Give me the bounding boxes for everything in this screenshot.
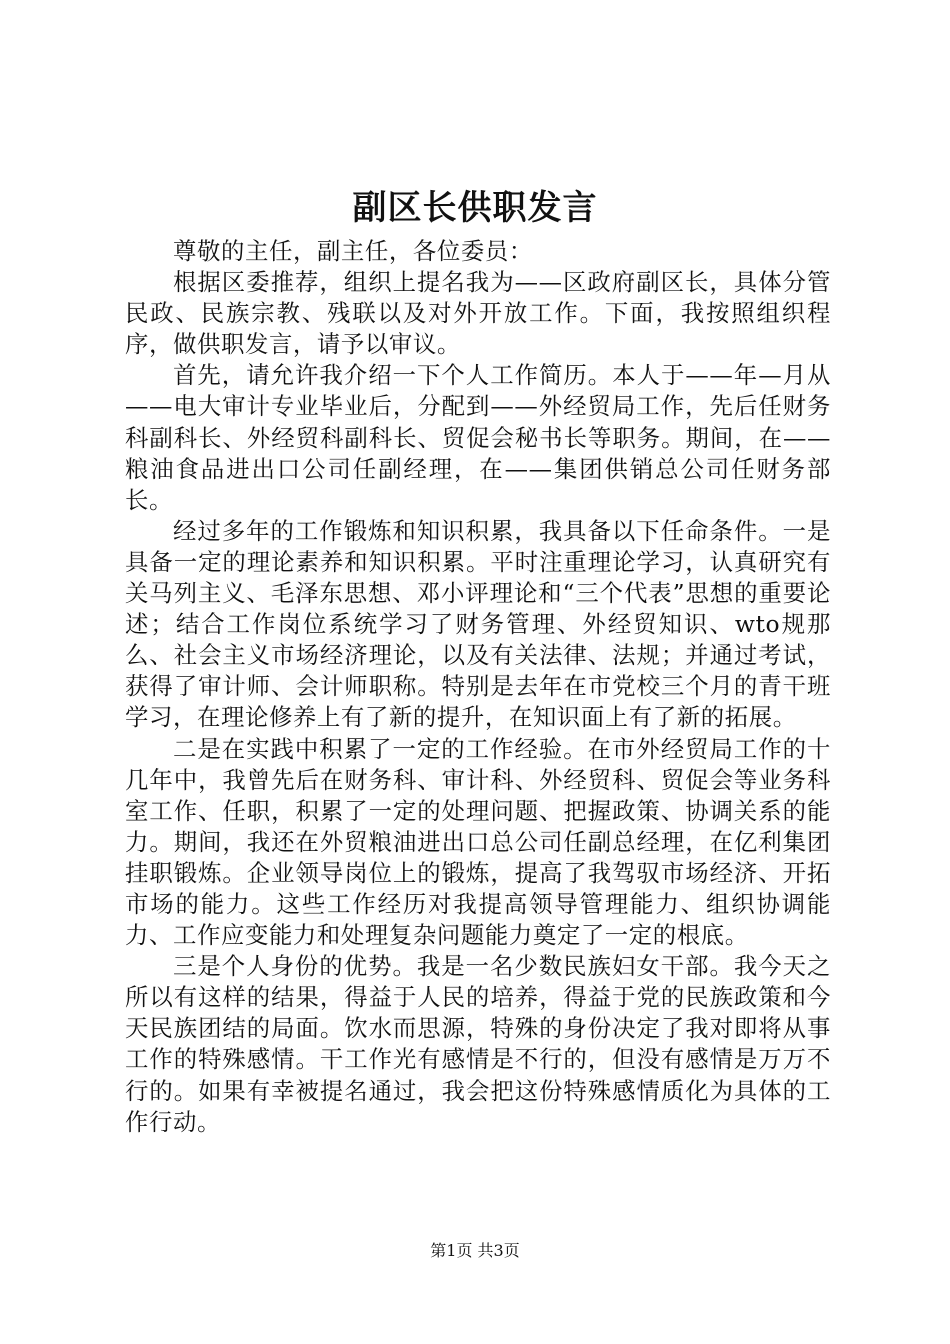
body-paragraph: 经过多年的工作锻炼和知识积累，我具备以下任命条件。一是具备一定的理论素养和知识积累。平时注重理论学习，认真研究有关马列主义、毛泽东思想、邓小评理论和“三个代表”思想的重要论述；结合工作岗位系统学习了财务管理、外经贸知识、wto规那么、社会主义市场经济理论，以及有关法律、法规；并通过考试，获得了审计师、会计师职称。特别是去年在市党校三个月的青干班学习，在理论修养上有了新的提升，在知识面上有了新的拓展。 [125, 516, 831, 732]
salutation-paragraph: 尊敬的主任，副主任，各位委员： [173, 237, 533, 265]
body-paragraph: 根据区委推荐，组织上提名我为——区政府副区长，具体分管民政、民族宗教、残联以及对外开放工作。下面，我按照组织程序，做供职发言，请予以审议。 [125, 268, 831, 359]
document-title: 副区长供职发言 [352, 188, 598, 228]
body-paragraph: 二是在实践中积累了一定的工作经验。在市外经贸局工作的十几年中，我曾先后在财务科、审计科、外经贸科、贸促会等业务科室工作、任职，积累了一定的处理问题、把握政策、协调关系的能力。期间，我还在外贸粮油进出口总公司任副总经理，在亿利集团挂职锻炼。企业领导岗位上的锻炼，提高了我驾驭市场经济、开拓市场的能力。这些工作经历对我提高领导管理能力、组织协调能力、工作应变能力和处理复杂问题能力奠定了一定的根底。 [125, 734, 831, 950]
body-paragraph: 首先，请允许我介绍一下个人工作简历。本人于——年—月从——电大审计专业毕业后，分配到——外经贸局工作，先后任财务科副科长、外经贸科副科长、贸促会秘书长等职务。期间，在——粮油食品进出口公司任副经理，在——集团供销总公司任财务部长。 [125, 361, 831, 514]
page-number-footer: 第1页 共3页 [430, 1241, 520, 1260]
body-paragraph: 三是个人身份的优势。我是一名少数民族妇女干部。我今天之所以有这样的结果，得益于人民的培养，得益于党的民族政策和今天民族团结的局面。饮水而思源，特殊的身份决定了我对即将从事工作的特殊感情。干工作光有感情是不行的，但没有感情是万万不行的。如果有幸被提名通过，我会把这份特殊感情质化为具体的工作行动。 [125, 952, 831, 1136]
document-body [125, 236, 831, 1138]
